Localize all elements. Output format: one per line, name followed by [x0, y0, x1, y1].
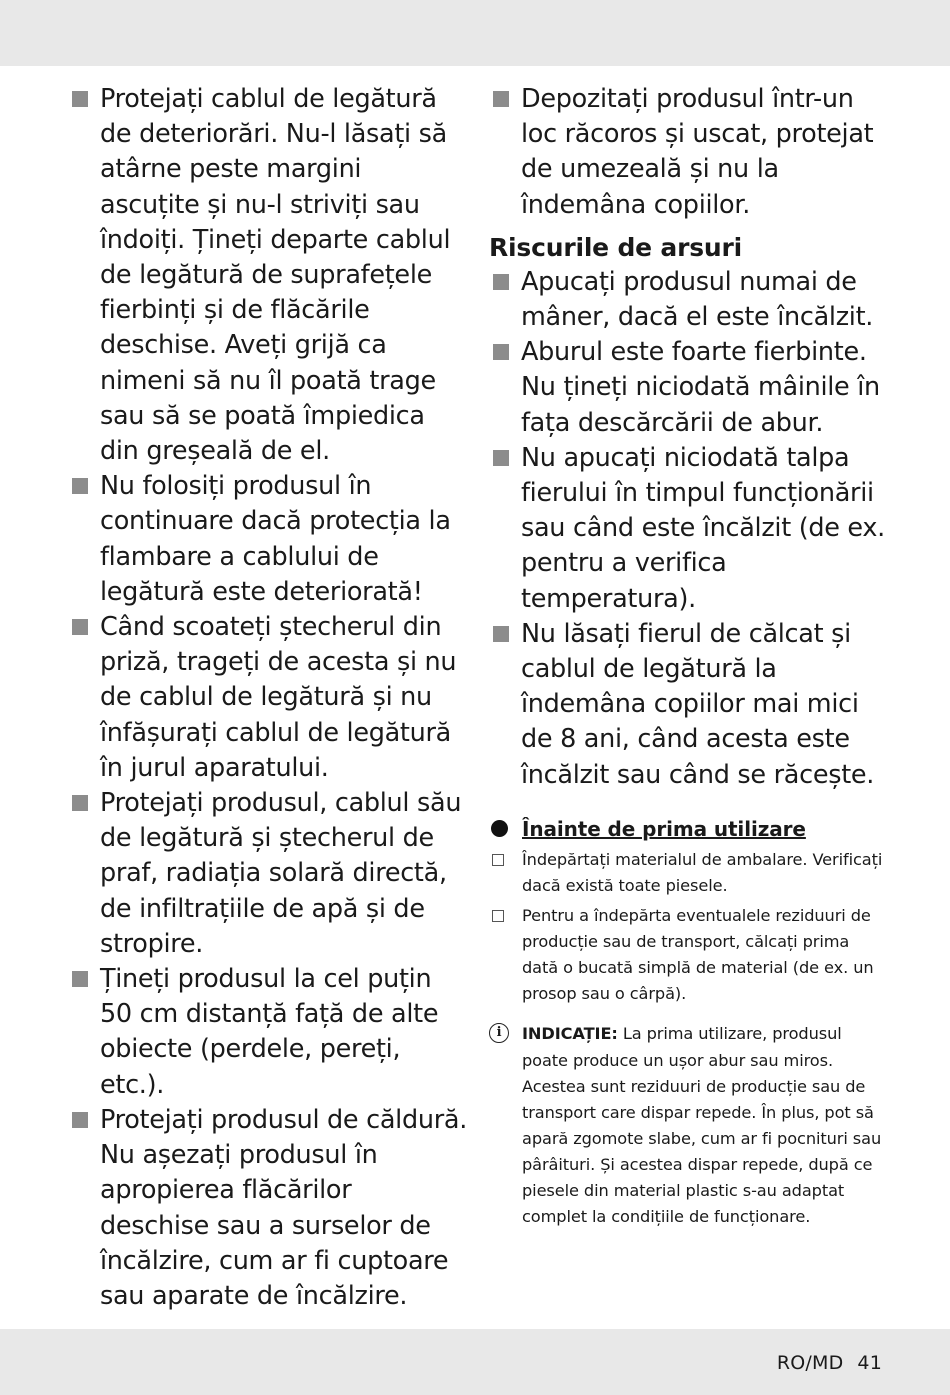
- safety-item: Protejați produsul de căldură. Nu așezați produsul în apropierea flăcărilor deschise sau a surselor de încălzire, cum ar fi cuptoare sau aparate de încălzire.: [68, 1103, 468, 1314]
- checkbox-square-icon: [492, 910, 504, 922]
- left-column: [68, 82, 468, 1314]
- square-bullet-icon: [72, 1112, 88, 1128]
- square-bullet-icon: [493, 450, 509, 466]
- safety-item: Când scoateți ștecherul din priză, trageți de acesta și nu de cablul de legătură și nu înfășurați cablul de legătură în jurul aparatului.: [68, 610, 468, 786]
- square-bullet-icon: [72, 91, 88, 107]
- note-block: [489, 1021, 889, 1230]
- safety-item: Protejați produsul, cablul său de legătură și ștecherul de praf, radiația solară directă, de infiltrațiile de apă și de stropire.: [68, 786, 468, 962]
- checkbox-square-icon: [492, 854, 504, 866]
- burn-item: Apucați produsul numai de mâner, dacă el este încălzit.: [489, 265, 889, 335]
- note-text: La prima utilizare, produsul poate produce un ușor abur sau miros. Acestea sunt reziduuri de producție sau de transport care dispar repede. În plus, pot să apară zgomote slabe, cum ar fi pocnituri sau pârâituri. Și acestea dispar repede, după ce piesele din material plastic s-au adaptat complet la condițiile de funcționare.: [522, 1024, 882, 1227]
- safety-item: Țineți produsul la cel puțin 50 cm distanță față de alte obiecte (perdele, pereți, etc.).: [68, 962, 468, 1103]
- note-label: INDICAȚIE:: [522, 1024, 618, 1044]
- info-icon: i: [489, 1023, 509, 1043]
- burn-item: Nu lăsați fierul de călcat și cablul de legătură la îndemâna copiilor mai mici de 8 ani, când acesta este încălzit sau când se răcește.: [489, 617, 889, 793]
- safety-item: Nu folosiți produsul în continuare dacă protecția la flambare a cablului de legătură este deteriorată!: [68, 469, 468, 610]
- square-bullet-icon: [493, 91, 509, 107]
- burn-risk-heading: Riscurile de arsuri: [489, 232, 742, 262]
- language-code: RO/MD: [776, 1352, 844, 1374]
- burn-item: Nu apucați niciodată talpa fierului în timpul funcționării sau când este încălzit (de ex. pentru a verifica temperatura).: [489, 441, 889, 617]
- square-bullet-icon: [493, 344, 509, 360]
- page-footer: [777, 1352, 882, 1374]
- square-bullet-icon: [72, 478, 88, 494]
- right-column: [489, 82, 889, 1230]
- prep-step: Îndepărtați materialul de ambalare. Verificați dacă există toate piesele.: [489, 847, 889, 899]
- safety-item: Depozitați produsul într-un loc răcoros și uscat, protejat de umezeală și nu la îndemâna copiilor.: [489, 82, 889, 223]
- square-bullet-icon: [72, 795, 88, 811]
- burn-item: Aburul este foarte fierbinte. Nu țineți niciodată mâinile în fața descărcării de abur.: [489, 335, 889, 441]
- square-bullet-icon: [72, 971, 88, 987]
- square-bullet-icon: [72, 619, 88, 635]
- safety-item: Protejați cablul de legătură de deteriorări. Nu-l lăsați să atârne peste margini ascuțite și nu-l striviți sau îndoiți. Țineți departe cablul de legătură de suprafețele fierbinți și de flăcările deschise. Aveți grijă ca nimeni să nu îl poată trage sau să se poată împiedica din greșeală de el.: [68, 82, 468, 469]
- page-number: 41: [857, 1352, 882, 1374]
- prep-step: Pentru a îndepărta eventualele reziduuri de producție sau de transport, călcați prima dată o bucată simplă de material (de ex. un prosop sau o cârpă).: [489, 903, 889, 1007]
- top-band: [0, 0, 950, 66]
- before-first-use-heading: Înainte de prima utilizare: [489, 815, 889, 843]
- square-bullet-icon: [493, 274, 509, 290]
- square-bullet-icon: [493, 626, 509, 642]
- filled-circle-icon: [491, 820, 508, 837]
